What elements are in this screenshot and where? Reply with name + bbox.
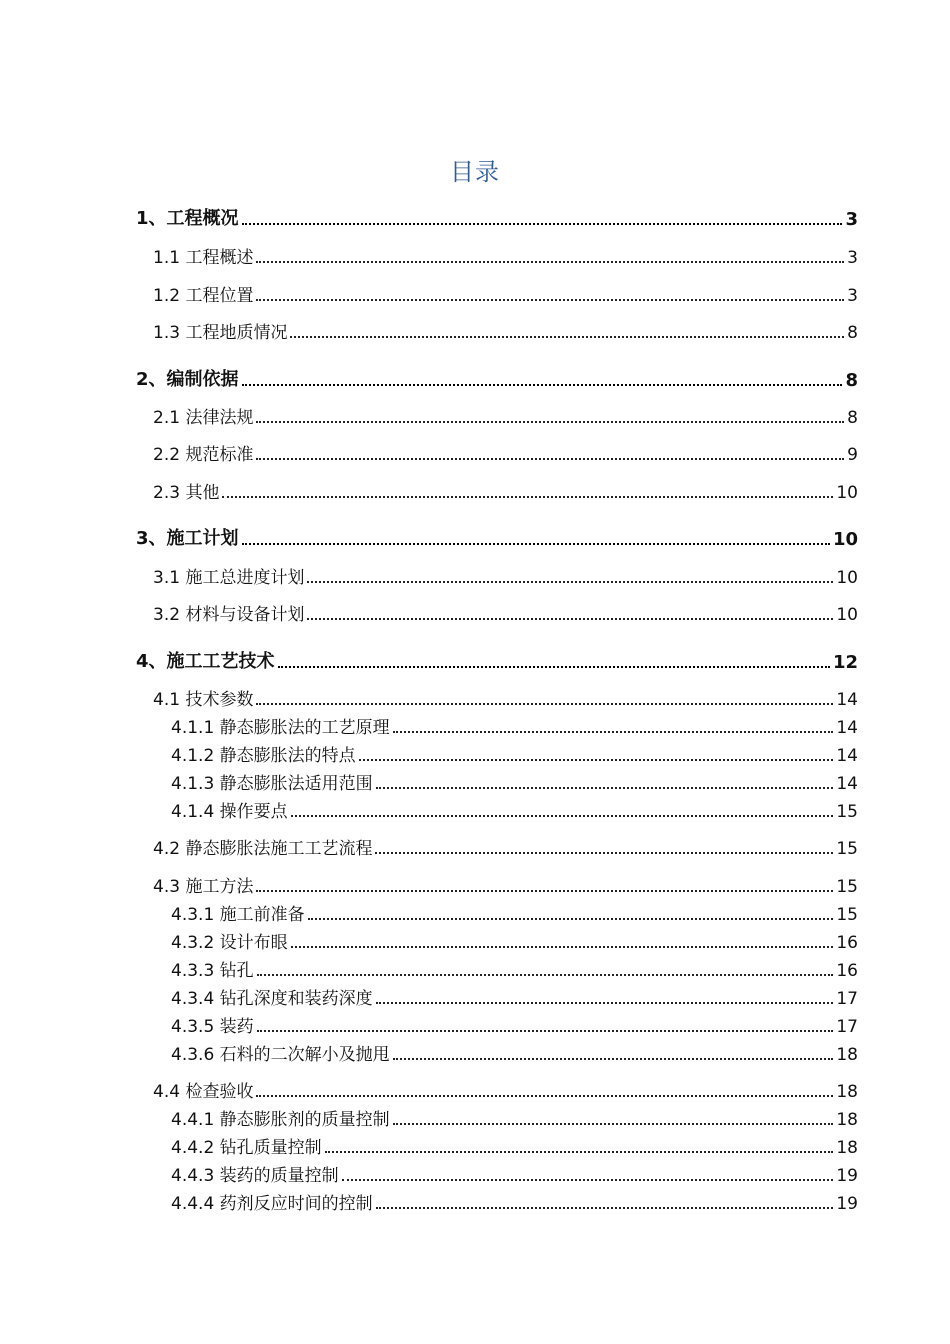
toc-dot-leader <box>256 1095 833 1097</box>
toc-entry[interactable] <box>171 931 858 953</box>
toc-page-number: 15 <box>836 905 858 925</box>
toc-entry-title: 2.3 其他 <box>153 483 220 503</box>
toc-entry[interactable] <box>153 1080 858 1102</box>
toc-dot-leader <box>242 223 843 225</box>
toc-page-number: 18 <box>836 1110 858 1130</box>
toc-entry[interactable] <box>153 246 858 268</box>
toc-entry[interactable] <box>153 443 858 465</box>
toc-entry[interactable] <box>153 284 858 306</box>
toc-entry-title: 4.4.1 静态膨胀剂的质量控制 <box>171 1110 390 1130</box>
toc-entry-title: 3.1 施工总进度计划 <box>153 568 305 588</box>
toc-dot-leader <box>307 581 833 583</box>
toc-entry-title: 2.1 法律法规 <box>153 408 254 428</box>
toc-page-number: 18 <box>836 1082 858 1102</box>
toc-dot-leader <box>256 890 833 892</box>
toc-page-number: 14 <box>836 718 858 738</box>
toc-entry[interactable] <box>153 481 858 503</box>
toc-dot-leader <box>393 731 834 733</box>
toc-entry[interactable] <box>171 716 858 738</box>
toc-entry-title: 4.3 施工方法 <box>153 877 254 897</box>
toc-entry[interactable] <box>153 688 858 710</box>
toc-entry[interactable] <box>136 369 858 391</box>
toc-dot-leader <box>291 946 834 948</box>
toc-page-number: 10 <box>836 605 858 625</box>
toc-entry-title: 4.4 检查验收 <box>153 1082 254 1102</box>
toc-page-number: 8 <box>847 408 858 428</box>
toc-entry[interactable] <box>171 772 858 794</box>
toc-dot-leader <box>256 703 833 705</box>
toc-dot-leader <box>290 336 844 338</box>
toc-dot-leader <box>242 384 843 386</box>
toc-entry-title: 3.2 材料与设备计划 <box>153 605 305 625</box>
toc-dot-leader <box>325 1151 834 1153</box>
toc-dot-leader <box>291 815 834 817</box>
toc-entry-title: 1.2 工程位置 <box>153 286 254 306</box>
toc-entry[interactable] <box>171 1164 858 1186</box>
toc-entry-title: 3、施工计划 <box>136 528 239 549</box>
toc-entry-title: 2.2 规范标准 <box>153 445 254 465</box>
toc-entry[interactable] <box>136 208 858 230</box>
toc-entry-title: 1.3 工程地质情况 <box>153 323 288 343</box>
toc-dot-leader <box>342 1179 834 1181</box>
toc-entry-title: 2、编制依据 <box>136 369 239 390</box>
toc-entry-title: 4.1 技术参数 <box>153 690 254 710</box>
toc-page-number: 15 <box>836 877 858 897</box>
toc-entry[interactable] <box>171 1136 858 1158</box>
toc-entry[interactable] <box>136 651 858 673</box>
toc-entry-title: 4.3.6 石料的二次解小及抛甩 <box>171 1045 390 1065</box>
toc-entry[interactable] <box>171 1108 858 1130</box>
toc-dot-leader <box>376 787 834 789</box>
toc-page-number: 3 <box>847 286 858 306</box>
toc-dot-leader <box>376 1002 834 1004</box>
toc-entry-title: 4.1.3 静态膨胀法适用范围 <box>171 774 373 794</box>
toc-dot-leader <box>257 974 834 976</box>
toc-entry-title: 1、工程概况 <box>136 208 239 229</box>
toc-page-number: 19 <box>836 1166 858 1186</box>
toc-dot-leader <box>256 261 844 263</box>
toc-entry[interactable] <box>171 800 858 822</box>
toc-dot-leader <box>359 759 834 761</box>
toc-entry-title: 4.1.2 静态膨胀法的特点 <box>171 746 356 766</box>
toc-dot-leader <box>222 496 833 498</box>
toc-page-number: 16 <box>836 933 858 953</box>
toc-entry[interactable] <box>153 406 858 428</box>
toc-page-number: 3 <box>847 248 858 268</box>
toc-entry-title: 4、施工工艺技术 <box>136 651 275 672</box>
toc-entry-title: 4.4.4 药剂反应时间的控制 <box>171 1194 373 1214</box>
toc-entry[interactable] <box>171 959 858 981</box>
toc-entry[interactable] <box>171 903 858 925</box>
toc-page-number: 17 <box>836 989 858 1009</box>
toc-page-number: 17 <box>836 1017 858 1037</box>
toc-page-number: 8 <box>847 323 858 343</box>
toc-entry-title: 1.1 工程概述 <box>153 248 254 268</box>
toc-dot-leader <box>278 666 830 668</box>
page-title: 目录 <box>450 158 500 186</box>
toc-dot-leader <box>376 1207 834 1209</box>
toc-dot-leader <box>393 1123 834 1125</box>
toc-entry-title: 4.1.1 静态膨胀法的工艺原理 <box>171 718 390 738</box>
toc-dot-leader <box>256 299 844 301</box>
toc-dot-leader <box>257 1030 834 1032</box>
toc-entry[interactable] <box>171 744 858 766</box>
toc-entry-title: 4.1.4 操作要点 <box>171 802 288 822</box>
toc-page-number: 14 <box>836 690 858 710</box>
toc-entry-title: 4.3.3 钻孔 <box>171 961 254 981</box>
toc-dot-leader <box>393 1058 834 1060</box>
toc-page-number: 14 <box>836 774 858 794</box>
toc-page-number: 8 <box>845 370 858 391</box>
toc-dot-leader <box>256 421 844 423</box>
toc-entry[interactable] <box>153 321 858 343</box>
toc-page-number: 14 <box>836 746 858 766</box>
toc-page-number: 10 <box>836 568 858 588</box>
toc-page-number: 9 <box>847 445 858 465</box>
toc-entry-title: 4.4.3 装药的质量控制 <box>171 1166 339 1186</box>
toc-entry[interactable] <box>171 1015 858 1037</box>
toc-page-number: 15 <box>836 839 858 859</box>
toc-page-number: 12 <box>832 652 858 673</box>
toc-page-number: 10 <box>832 529 858 550</box>
toc-page-number: 3 <box>845 209 858 230</box>
toc-page-number: 16 <box>836 961 858 981</box>
toc-page-number: 18 <box>836 1138 858 1158</box>
toc-dot-leader <box>242 543 830 545</box>
toc-entry-title: 4.3.5 装药 <box>171 1017 254 1037</box>
toc-entry[interactable] <box>153 875 858 897</box>
toc-dot-leader <box>375 852 833 854</box>
toc-entry[interactable] <box>171 1043 858 1065</box>
toc-entry[interactable] <box>153 837 858 859</box>
toc-entry[interactable] <box>153 603 858 625</box>
toc-entry[interactable] <box>153 566 858 588</box>
toc-entry-title: 4.3.2 设计布眼 <box>171 933 288 953</box>
toc-page-number: 15 <box>836 802 858 822</box>
toc-page-number: 19 <box>836 1194 858 1214</box>
toc-entry-title: 4.2 静态膨胀法施工工艺流程 <box>153 839 373 859</box>
toc-entry[interactable] <box>171 987 858 1009</box>
toc-dot-leader <box>308 918 834 920</box>
toc-dot-leader <box>256 458 844 460</box>
toc-page-number: 10 <box>836 483 858 503</box>
toc-entry-title: 4.4.2 钻孔质量控制 <box>171 1138 322 1158</box>
toc-dot-leader <box>307 618 833 620</box>
toc-entry[interactable] <box>136 528 858 550</box>
toc-page-number: 18 <box>836 1045 858 1065</box>
toc-entry-title: 4.3.4 钻孔深度和装药深度 <box>171 989 373 1009</box>
toc-entry-title: 4.3.1 施工前准备 <box>171 905 305 925</box>
toc-entry[interactable] <box>171 1192 858 1214</box>
